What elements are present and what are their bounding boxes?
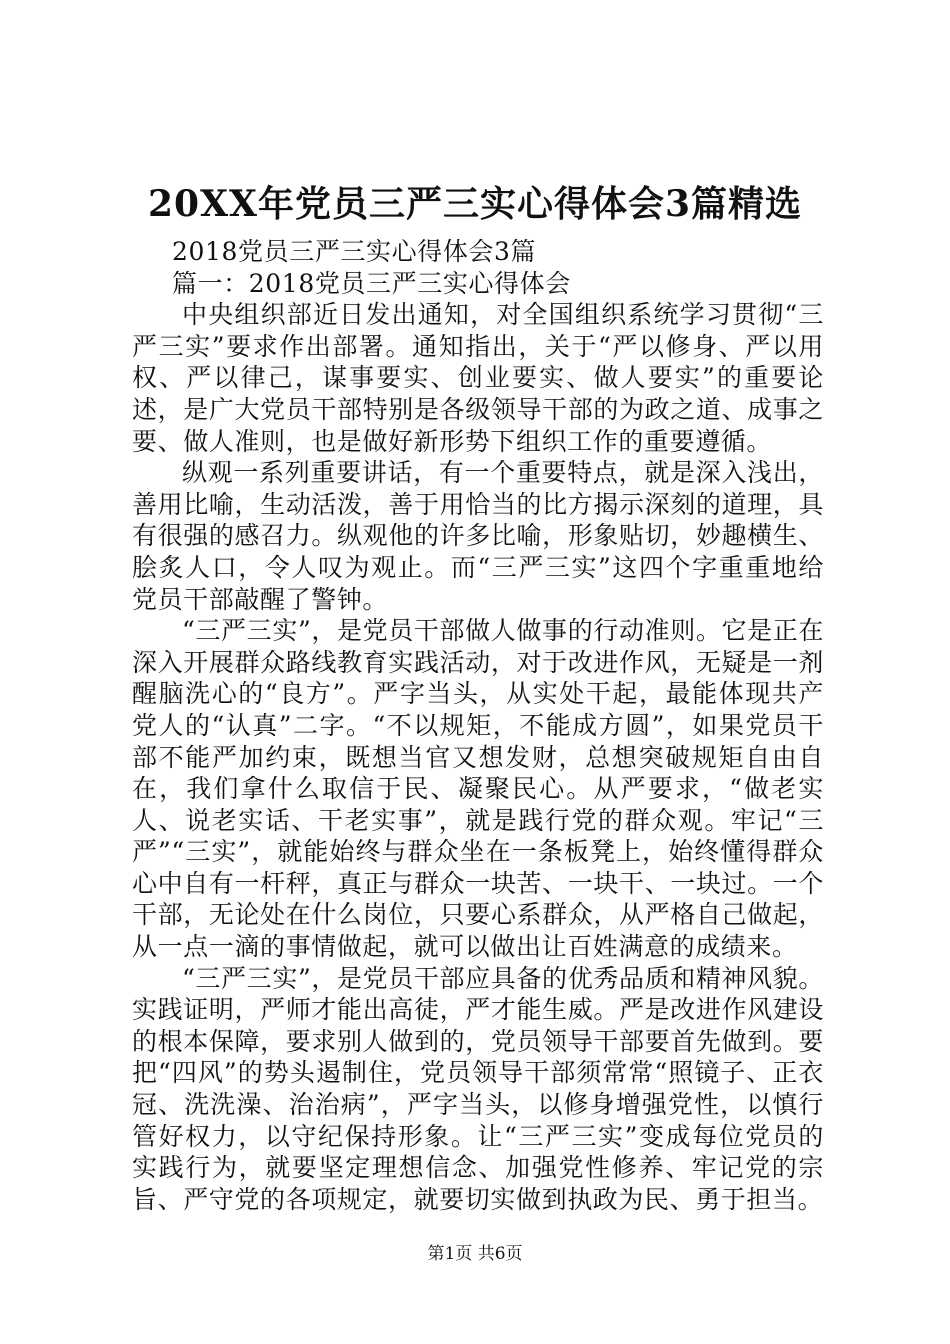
document-title: 20XX年党员三严三实心得体会3篇精选 [147, 183, 802, 225]
paragraph: “三严三实”，是党员干部应具备的优秀品质和精神风貌。实践证明，严师才能出高徒，严才能生威。严是改进作风建设的根本保障，要求别人做到的，党员领导干部要首先做到。要把“四风”的势头遏制住，党员领导干部须常常“照镜子、正衣冠、洗洗澡、治治病”，严字当头，以修身增强党性，以慎行管好权力，以守纪保持形象。让“三严三实”变成每位党员的实践行为，就要坚定理想信念、加强党性修养、牢记党的宗旨、严守党的各项规定，就要切实做到执政为民、勇于担当。 [132, 963, 824, 1214]
paragraph: 纵观一系列重要讲话，有一个重要特点，就是深入浅出，善用比喻，生动活泼，善于用恰当的比方揭示深刻的道理，具有很强的感召力。纵观他的许多比喻，形象贴切，妙趣横生、脍炙人口，令人叹为观止。而“三严三实”这四个字重重地给党员干部敲醒了警钟。 [132, 458, 824, 614]
document-body [132, 236, 824, 1215]
document-subtitle: 2018党员三严三实心得体会3篇 [172, 237, 537, 266]
paragraph: 中央组织部近日发出通知，对全国组织系统学习贯彻“三严三实”要求作出部署。通知指出，关于“严以修身、严以用权、严以律己，谋事要实、创业要实、做人要实”的重要论述，是广大党员干部特别是各级领导干部的为政之道、成事之要、做人准则，也是做好新形势下组织工作的重要遵循。 [132, 300, 824, 456]
paragraph: “三严三实”，是党员干部做人做事的行动准则。它是正在深入开展群众路线教育实践活动，对于改进作风，无疑是一剂醒脑洗心的“良方”。严字当头，从实处干起，最能体现共产党人的“认真”二字。“不以规矩，不能成方圆”，如果党员干部不能严加约束，既想当官又想发财，总想突破规矩自由自在，我们拿什么取信于民、凝聚民心。从严要求，“做老实人、说老实话、干老实事”，就是践行党的群众观。牢记“三严”“三实”，就能始终与群众坐在一条板凳上，始终懂得群众心中自有一杆秤，真正与群众一块苦、一块干、一块过。一个干部，无论处在什么岗位，只要心系群众，从严格自己做起，从一点一滴的事情做起，就可以做出让百姓满意的成绩来。 [132, 616, 824, 962]
page-number-footer: 第1页 共6页 [427, 1244, 523, 1264]
section-heading: 篇一：2018党员三严三实心得体会 [172, 268, 571, 298]
